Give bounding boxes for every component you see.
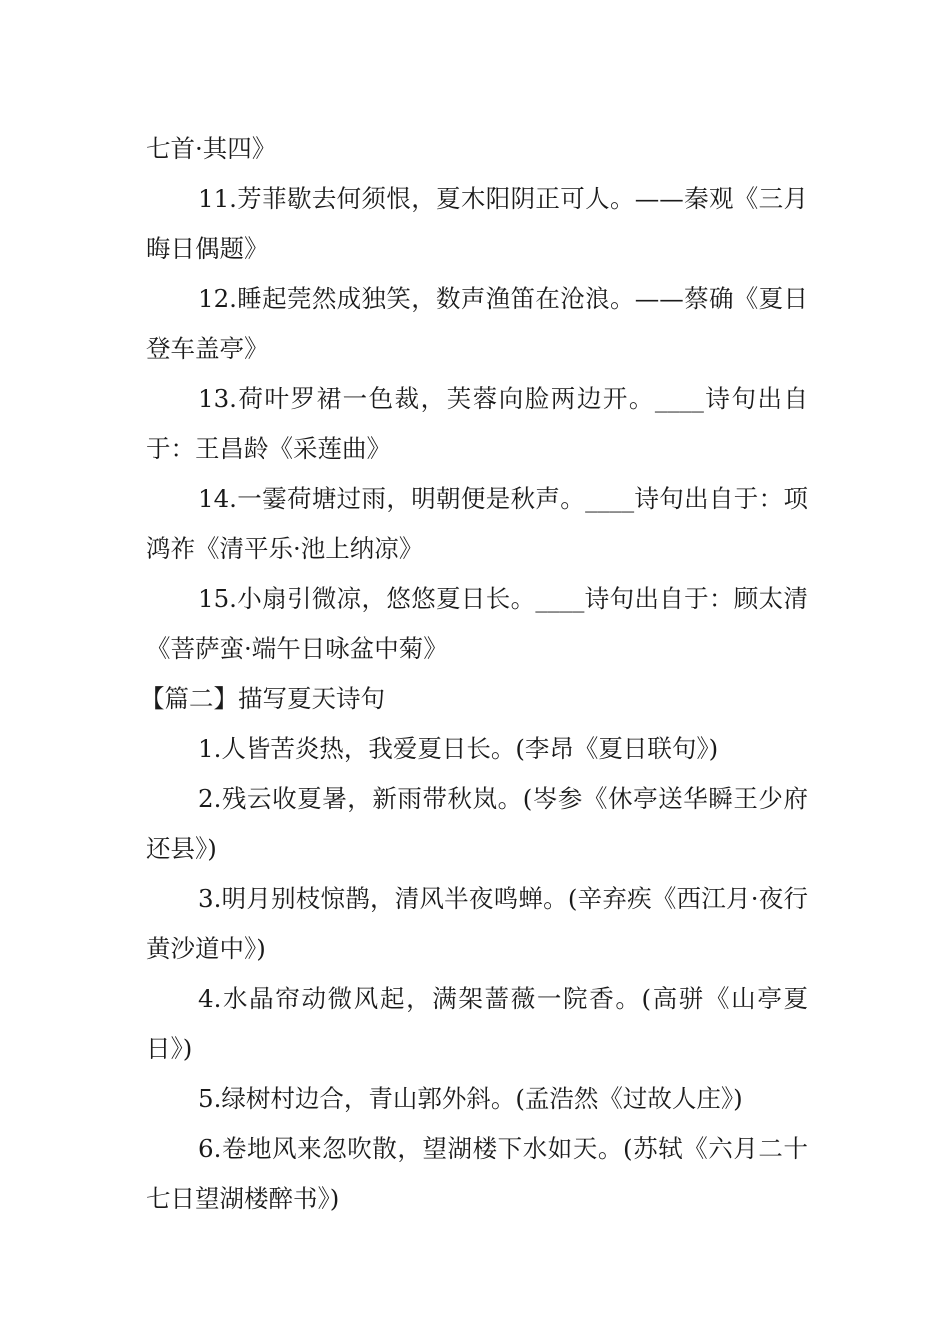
document-page	[140, 124, 808, 1224]
poem-line-15: 15.小扇引微凉，悠悠夏日长。____诗句出自于：顾太清《菩萨蛮·端午日咏盆中菊》	[146, 584, 808, 663]
section-line-6: 6.卷地风来忽吹散，望湖楼下水如天。(苏轼《六月二十七日望湖楼醉书》)	[146, 1134, 808, 1213]
section-line-4: 4.水晶帘动微风起，满架蔷薇一院香。(高骈《山亭夏日》)	[146, 984, 808, 1063]
poem-line-13: 13.荷叶罗裙一色裁，芙蓉向脸两边开。____诗句出自于：王昌龄《采莲曲》	[146, 384, 808, 463]
section-line-2: 2.残云收夏暑，新雨带秋岚。(岑参《休亭送华瞬王少府还县》)	[146, 784, 808, 863]
section-heading: 【篇二】描写夏天诗句	[140, 684, 385, 713]
section-line-3: 3.明月别枝惊鹊，清风半夜鸣蝉。(辛弃疾《西江月·夜行黄沙道中》)	[146, 884, 808, 963]
poem-line-12: 12.睡起莞然成独笑，数声渔笛在沧浪。——蔡确《夏日登车盖亭》	[146, 284, 808, 363]
poem-line-11: 11.芳菲歇去何须恨，夏木阳阴正可人。——秦观《三月晦日偶题》	[146, 184, 808, 263]
paragraph-continuation: 七首·其四》	[146, 134, 277, 163]
section-line-5: 5.绿树村边合，青山郭外斜。(孟浩然《过故人庄》)	[198, 1084, 743, 1113]
section-line-1: 1.人皆苦炎热，我爱夏日长。(李昂《夏日联句》)	[198, 734, 719, 763]
poem-line-14: 14.一霎荷塘过雨，明朝便是秋声。____诗句出自于：项鸿祚《清平乐·池上纳凉》	[146, 484, 808, 563]
